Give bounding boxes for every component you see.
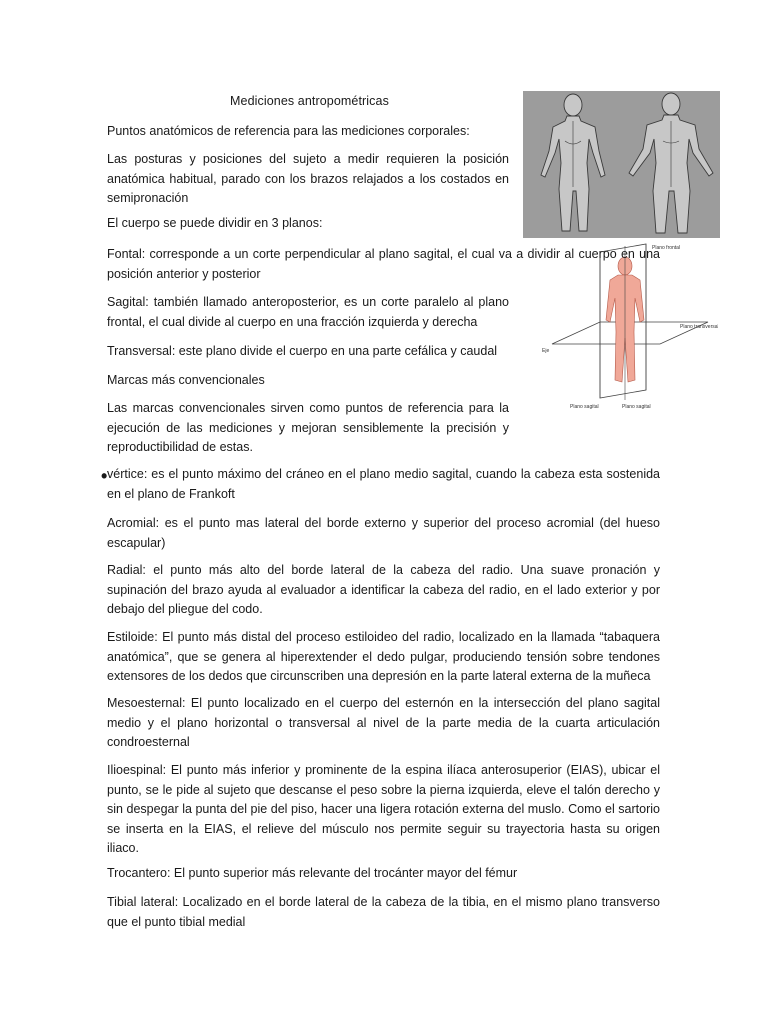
paragraph-trocantero: Trocantero: El punto superior más relevante del trocánter mayor del fémur	[107, 866, 518, 880]
paragraph-frontal: Fontal: corresponde a un corte perpendicular al plano sagital, el cual va a dividir al cuerpo en una posición anterior y posterior	[107, 247, 660, 281]
paragraph-transversal: Transversal: este plano divide el cuerpo en una parte cefálica y caudal	[107, 344, 498, 358]
anatomical-position-figure	[523, 91, 720, 238]
label-axis: Eje	[542, 348, 550, 354]
paragraph-marks-description: Las marcas convencionales sirven como puntos de referencia para la ejecución de las mediciones y mejoran sensiblemente la precisión y reproductibilidad de estas.	[107, 401, 509, 454]
paragraph-ilioespinal: Ilioespinal: El punto más inferior y prominente de la espina ilíaca anterosuperior (EIAS), ubicar el punto, se le pide al sujeto que descanse el peso sobre la pierna izquierda, eleve el talón derecho y sin despegar la punta del pie del piso, hacer una ligera rotación externa del muslo. Como el sartorio se inserta en la EIAS, el relieve del músculo nos permite seguir su trayectoria hasta su origen iliaco.	[107, 763, 660, 855]
document-title: Mediciones antropométricas	[230, 94, 389, 108]
label-frontal-plane: Plano frontal	[652, 245, 681, 251]
paragraph-sagittal: Sagital: también llamado anteroposterior, es un corte paralelo al plano frontal, el cual divide al cuerpo en una fracción izquierda y derecha	[107, 295, 509, 329]
paragraph-vertice: vértice: es el punto máximo del cráneo en el plano medio sagital, cuando la cabeza esta sostenida en el plano de Frankoft	[107, 467, 660, 501]
paragraph-conventional-marks: Marcas más convencionales	[107, 373, 265, 387]
label-sagittal-right: Plano sagital	[622, 404, 651, 410]
paragraph-three-planes: El cuerpo se puede dividir en 3 planos:	[107, 216, 323, 230]
paragraph-tibial-lateral: Tibial lateral: Localizado en el borde lateral de la cabeza de la tibia, en el mismo plano transverso que el punto tibial medial	[107, 895, 660, 929]
paragraph-radial: Radial: el punto más alto del borde lateral de la cabeza del radio. Una suave pronación y supinación del brazo ayuda al evaluador a identificar la cabeza del radio, en el lado exterior y por debajo del pliegue del codo.	[107, 563, 660, 616]
paragraph-reference-points: Puntos anatómicos de referencia para las mediciones corporales:	[107, 124, 470, 138]
paragraph-acromial: Acromial: es el punto mas lateral del borde externo y superior del proceso acromial (del hueso escapular)	[107, 516, 660, 550]
label-transverse-plane: Plano transversal	[680, 324, 718, 330]
paragraph-postures: Las posturas y posiciones del sujeto a medir requieren la posición anatómica habitual, parado con los brazos relajados a los costados en semipronación	[107, 152, 509, 205]
label-sagittal-left: Plano sagital	[570, 404, 599, 410]
paragraph-mesoesternal: Mesoesternal: El punto localizado en el cuerpo del esternón en la intersección del plano sagital medio y el plano horizontal o transversal al nivel de la parte media de la cuarta articulación condroesternal	[107, 696, 660, 749]
bullet: •	[101, 466, 108, 486]
paragraph-estiloide: Estiloide: El punto más distal del proceso estiloideo del radio, localizado en la llamada “tabaquera anatómica”, que se genera al hiperextender el dedo pulgar, produciendo tensión sobre tendones extensores de los dedos que circunscriben una depresión en la parte lateral externa de la muñeca	[107, 630, 660, 683]
